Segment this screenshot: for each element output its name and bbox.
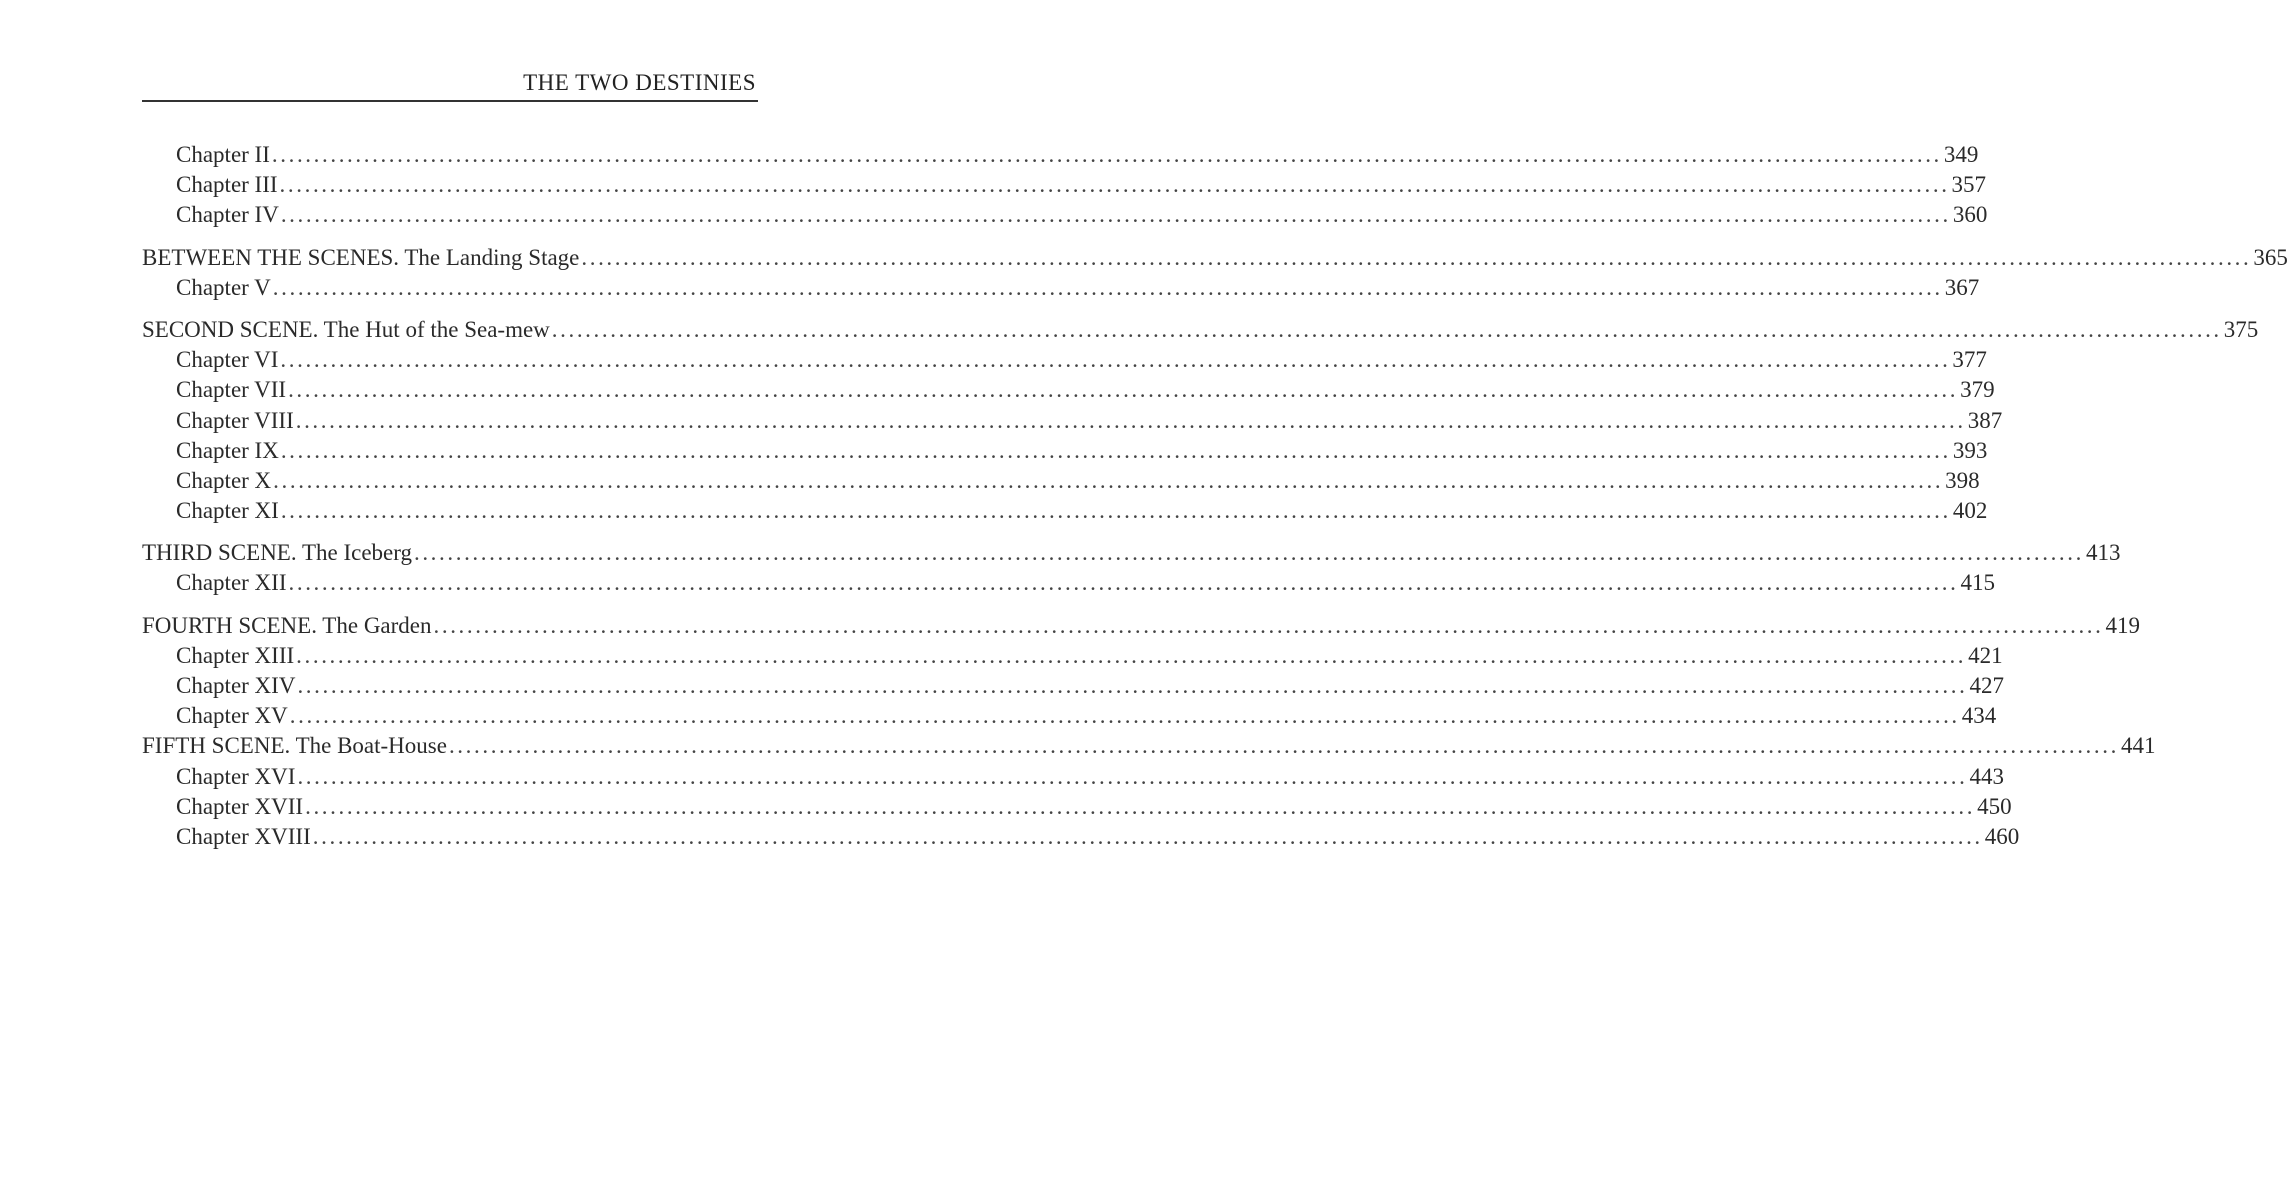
toc-group	[142, 538, 2121, 598]
toc-entry-label: Chapter III	[176, 172, 278, 198]
toc-chapter-entry[interactable]	[142, 140, 1979, 170]
toc-dot-leader: ........................................................................................................................................................................................................	[448, 733, 2119, 759]
toc-entry-label: BETWEEN THE SCENES. The Landing Stage	[142, 244, 580, 270]
toc-entry-label: Chapter IV	[176, 202, 279, 228]
toc-page-number: 387	[1967, 407, 2003, 433]
toc-entry-label: Chapter IX	[176, 437, 279, 463]
toc-dot-leader: ........................................................................................................................................................................................................	[289, 703, 1960, 729]
toc-page-number: 443	[1969, 763, 2004, 789]
toc-chapter-entry[interactable]	[142, 406, 2003, 436]
toc-entry-label: FOURTH SCENE. The Garden	[142, 612, 432, 638]
toc-entry-label: Chapter XI	[176, 498, 279, 524]
toc-page-number: 427	[1969, 673, 2004, 698]
toc-dot-leader: ........................................................................................................................................................................................................	[433, 612, 2104, 638]
table-of-contents	[142, 140, 2288, 864]
toc-scene-entry[interactable]	[142, 731, 2156, 761]
toc-page-number: 460	[1984, 823, 2020, 849]
toc-page-number: 402	[1952, 498, 1988, 524]
toc-entry-label: Chapter II	[176, 142, 270, 167]
toc-entry-label: Chapter X	[176, 467, 272, 493]
toc-entry-label: Chapter VI	[176, 347, 279, 373]
toc-group	[142, 611, 2156, 853]
toc-dot-leader: ........................................................................................................................................................................................................	[280, 498, 1951, 524]
toc-dot-leader: ........................................................................................................................................................................................................	[551, 316, 2222, 342]
toc-dot-leader: ........................................................................................................................................................................................................	[279, 172, 1950, 198]
toc-entry-label: SECOND SCENE. The Hut of the Sea-mew	[142, 316, 550, 342]
toc-entry-label: Chapter XIII	[176, 642, 295, 668]
toc-dot-leader: ........................................................................................................................................................................................................	[305, 793, 1976, 819]
toc-page-number: 365	[2253, 244, 2288, 270]
toc-dot-leader: ........................................................................................................................................................................................................	[288, 377, 1959, 403]
toc-scene-entry[interactable]	[142, 538, 2121, 568]
toc-chapter-entry[interactable]	[142, 273, 1980, 303]
toc-chapter-entry[interactable]	[142, 436, 1988, 466]
toc-dot-leader: ........................................................................................................................................................................................................	[272, 274, 1943, 300]
toc-entry-label: Chapter VII	[176, 377, 287, 403]
toc-page-number: 419	[2105, 612, 2140, 638]
toc-page-number: 377	[1952, 347, 1987, 373]
toc-group	[142, 140, 1988, 231]
toc-dot-leader: ........................................................................................................................................................................................................	[295, 407, 1966, 433]
toc-dot-leader: ........................................................................................................................................................................................................	[581, 244, 2252, 270]
header-rule	[142, 100, 758, 102]
toc-page-number: 349	[1943, 142, 1979, 167]
toc-entry-label: Chapter XVI	[176, 763, 296, 789]
toc-page-number: 450	[1977, 793, 2012, 819]
toc-entry-label: Chapter XVII	[176, 793, 304, 819]
running-head-title: THE TWO DESTINIES	[523, 70, 756, 95]
toc-page-number: 441	[2120, 733, 2156, 759]
toc-scene-entry[interactable]	[142, 611, 2140, 641]
toc-page-number: 357	[1951, 172, 1987, 198]
toc-chapter-entry[interactable]	[142, 496, 1988, 526]
toc-entry-label: Chapter V	[176, 274, 271, 300]
toc-dot-leader: ........................................................................................................................................................................................................	[280, 437, 1951, 463]
toc-page-number: 415	[1960, 570, 1995, 596]
toc-chapter-entry[interactable]	[142, 568, 1995, 598]
toc-page-number: 360	[1952, 202, 1988, 228]
toc-page-number: 413	[2085, 540, 2121, 566]
toc-page-number: 393	[1952, 437, 1988, 463]
toc-entry-label: Chapter VIII	[176, 407, 294, 433]
toc-chapter-entry[interactable]	[142, 466, 1980, 496]
toc-chapter-entry[interactable]	[142, 762, 2004, 792]
toc-page-number: 434	[1961, 703, 1997, 729]
toc-entry-label: Chapter XIV	[176, 673, 296, 698]
toc-entry-label: THIRD SCENE. The Iceberg	[142, 540, 412, 566]
toc-chapter-entry[interactable]	[142, 641, 2003, 671]
toc-scene-entry[interactable]	[142, 315, 2259, 345]
toc-dot-leader: ........................................................................................................................................................................................................	[297, 763, 1968, 789]
toc-chapter-entry[interactable]	[142, 671, 2004, 701]
toc-chapter-entry[interactable]	[142, 345, 1987, 375]
toc-dot-leader: ........................................................................................................................................................................................................	[280, 202, 1951, 228]
toc-chapter-entry[interactable]	[142, 375, 1995, 405]
toc-dot-leader: ........................................................................................................................................................................................................	[271, 142, 1942, 167]
toc-entry-label: Chapter XII	[176, 570, 287, 596]
toc-page-number: 367	[1944, 274, 1980, 300]
toc-group	[142, 243, 2288, 303]
toc-scene-entry[interactable]	[142, 243, 2288, 273]
toc-group	[142, 315, 2259, 526]
toc-entry-label: Chapter XVIII	[176, 823, 311, 849]
toc-dot-leader: ........................................................................................................................................................................................................	[297, 673, 1968, 698]
toc-chapter-entry[interactable]	[142, 822, 2020, 852]
toc-dot-leader: ........................................................................................................................................................................................................	[413, 540, 2084, 566]
toc-entry-label: Chapter XV	[176, 703, 288, 729]
toc-entry-label: FIFTH SCENE. The Boat-House	[142, 733, 447, 759]
toc-dot-leader: ........................................................................................................................................................................................................	[280, 347, 1951, 373]
toc-page-number: 421	[1968, 642, 2003, 668]
toc-dot-leader: ........................................................................................................................................................................................................	[296, 642, 1967, 668]
toc-chapter-entry[interactable]	[142, 200, 1988, 230]
toc-chapter-entry[interactable]	[142, 701, 1997, 731]
toc-page-number: 398	[1945, 467, 1980, 493]
toc-page-number: 379	[1960, 377, 1995, 403]
toc-chapter-entry[interactable]	[142, 792, 2012, 822]
toc-dot-leader: ........................................................................................................................................................................................................	[288, 570, 1959, 596]
toc-page-number: 375	[2223, 316, 2259, 342]
toc-chapter-entry[interactable]	[142, 170, 1987, 200]
toc-dot-leader: ........................................................................................................................................................................................................	[273, 467, 1944, 493]
toc-dot-leader: ........................................................................................................................................................................................................	[312, 823, 1983, 849]
